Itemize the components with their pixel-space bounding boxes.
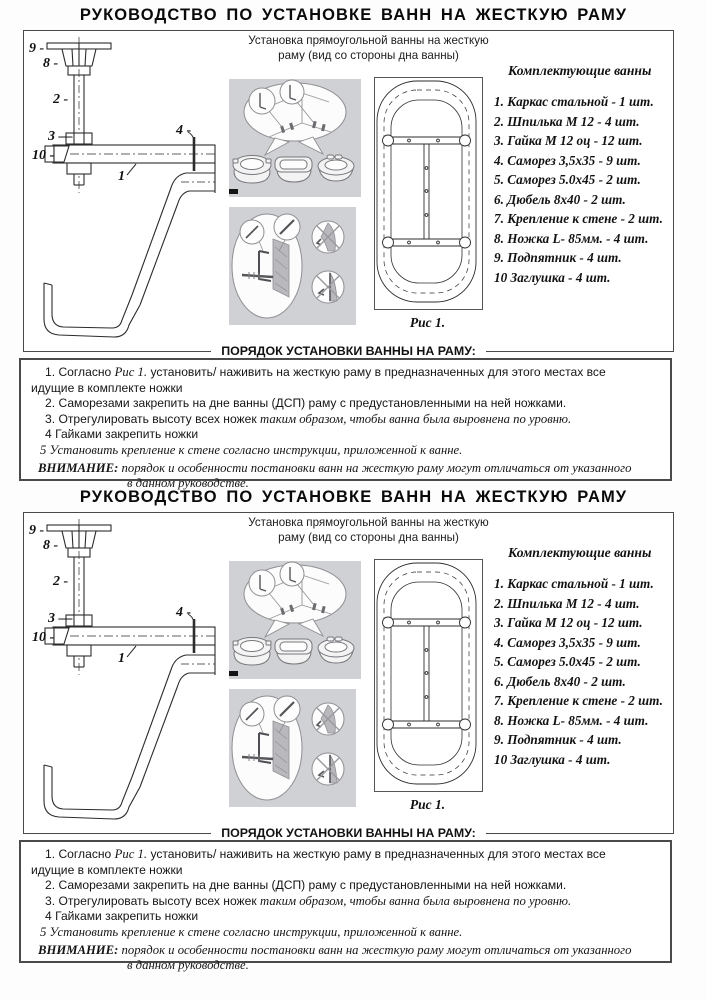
part-item-3: 3. Гайка М 12 оц - 12 шт. [494,133,643,148]
warning-line-1: ВНИМАНИЕ: порядок и особенности постановки ванн на жесткую раму могут отличаться от указанного [38,460,632,475]
part-item-6: 6. Дюбель 8х40 - 2 шт. [494,191,626,207]
bracket-locations-illustration [229,79,361,197]
part-item-4: 4. Саморез 3,5х35 - 9 шт. [494,634,641,650]
part-item-1: 1. Каркас стальной - 1 шт. [494,94,654,109]
frame-top-view-drawing [375,560,479,788]
wrong-mount-icon-2 [312,753,344,785]
order-heading [24,342,673,360]
leg-label-4: 4 - [176,605,192,620]
leg-label-1: 1 [118,651,125,666]
diagram-box [23,30,674,358]
step-1-line-1: 1. Согласно Рис 1. установить/ наживить на жесткую раму в предназначенных для этого местах все [45,365,606,379]
part-item-8: 8. Ножка L- 85мм. - 4 шт. [494,230,649,246]
step-2: 2. Саморезами закрепить на дне ванны (ДСП) раму с предустановленными на ней ножками. [45,396,567,411]
part-item-10: 10 Заглушка - 4 шт. [494,269,611,285]
part-item-5: 5. Саморез 5.0х45 - 2 шт. [494,654,641,669]
part-item-1: 1. Каркас стальной - 1 шт. [494,576,654,591]
leg-label-9: 9 - [29,41,45,56]
part-item-5: 5. Саморез 5.0х45 - 2 шт. [494,172,641,187]
step-5: 5 Установить крепление к стене согласно инструкции, приложенной к ванне. [40,924,463,939]
wrong-mount-icon-1 [312,221,344,253]
part-item-7: 7. Крепление к стене - 2 шт. [494,693,663,708]
manual-section-bottom [0,486,707,972]
leg-assembly-diagram [26,33,238,347]
leg-label-3: 3 — [48,611,73,626]
diagram-subtitle-line2: раму (вид со стороны дна ванны) [278,530,459,544]
leg-label-1: 1 [118,169,125,184]
parts-list-heading: Комплектующие ванны [508,63,652,78]
leg-label-8: 8 - [43,56,59,71]
step-1-line-2: идущие в комплекте ножки [31,862,183,877]
warning-line-2: в данном руководстве. [127,475,249,490]
order-heading-text: ПОРЯДОК УСТАНОВКИ ВАННЫ НА РАМУ: [211,826,485,840]
installation-steps-box [19,840,672,972]
step-3: 3. Отрегулировать высоту всех ножек таким образом, чтобы ванна была выровнена по уровню. [45,411,572,426]
step-1-line-1: 1. Согласно Рис 1. установить/ наживить на жесткую раму в предназначенных для этого местах все [45,847,606,861]
warning-line-1: ВНИМАНИЕ: порядок и особенности постановки ванн на жесткую раму могут отличаться от указанного [38,942,632,957]
leg-label-2: 2 - [53,574,69,589]
part-item-9: 9. Подпятник - 4 шт. [494,250,622,265]
step-1-line-2: идущие в комплекте ножки [31,380,183,395]
diagram-subtitle-line1: Установка прямоугольной ванны на жесткую [248,516,489,529]
part-item-10: 10 Заглушка - 4 шт. [494,751,611,767]
figure-1-box [374,559,483,792]
step-3: 3. Отрегулировать высоту всех ножек таким образом, чтобы ванна была выровнена по уровню. [45,893,572,908]
order-heading-text: ПОРЯДОК УСТАНОВКИ ВАННЫ НА РАМУ: [211,344,485,358]
part-item-7: 7. Крепление к стене - 2 шт. [494,211,663,226]
step-4: 4 Гайками закрепить ножки [45,427,199,442]
part-item-2: 2. Шпилька М 12 - 4 шт. [494,595,640,611]
bracket-locations-illustration [229,561,361,679]
frame-top-view-drawing [375,78,479,306]
wall-fixing-illustration [229,207,356,325]
installation-steps-box [19,358,672,490]
diagram-box [23,512,674,840]
figure-1-box [374,77,483,310]
part-item-6: 6. Дюбель 8х40 - 2 шт. [494,673,626,689]
diagram-subtitle-line1: Установка прямоугольной ванны на жесткую [248,34,489,47]
step-5: 5 Установить крепление к стене согласно инструкции, приложенной к ванне. [40,442,463,457]
manual-section-top [0,4,707,490]
order-heading [24,824,673,842]
leg-label-10: 10 - [32,148,55,163]
part-item-2: 2. Шпилька М 12 - 4 шт. [494,113,640,129]
page-title: РУКОВОДСТВО ПО УСТАНОВКЕ ВАНН НА ЖЕСТКУЮ РАМУ [79,488,628,506]
warning-line-2: в данном руководстве. [127,957,249,972]
leg-label-3: 3 — [48,129,73,144]
leg-assembly-diagram [26,515,238,829]
part-item-9: 9. Подпятник - 4 шт. [494,732,622,747]
leg-label-9: 9 - [29,523,45,538]
page-title: РУКОВОДСТВО ПО УСТАНОВКЕ ВАНН НА ЖЕСТКУЮ РАМУ [79,6,628,24]
parts-list [494,63,672,287]
parts-list-heading: Комплектующие ванны [508,545,652,560]
part-item-4: 4. Саморез 3,5х35 - 9 шт. [494,152,641,168]
step-2: 2. Саморезами закрепить на дне ванны (ДСП) раму с предустановленными на ней ножками. [45,878,567,893]
figure-1-caption: Рис 1. [409,797,446,812]
leg-label-2: 2 - [53,92,69,107]
figure-1-caption: Рис 1. [409,315,446,330]
diagram-subtitle-line2: раму (вид со стороны дна ванны) [278,48,459,62]
step-4: 4 Гайками закрепить ножки [45,909,199,924]
leg-label-4: 4 - [176,123,192,138]
leg-label-8: 8 - [43,538,59,553]
leg-label-10: 10 - [32,630,55,645]
part-item-3: 3. Гайка М 12 оц - 12 шт. [494,615,643,630]
wrong-mount-icon-1 [312,703,344,735]
part-item-8: 8. Ножка L- 85мм. - 4 шт. [494,712,649,728]
parts-list [494,545,672,769]
wrong-mount-icon-2 [312,271,344,303]
wall-fixing-illustration [229,689,356,807]
